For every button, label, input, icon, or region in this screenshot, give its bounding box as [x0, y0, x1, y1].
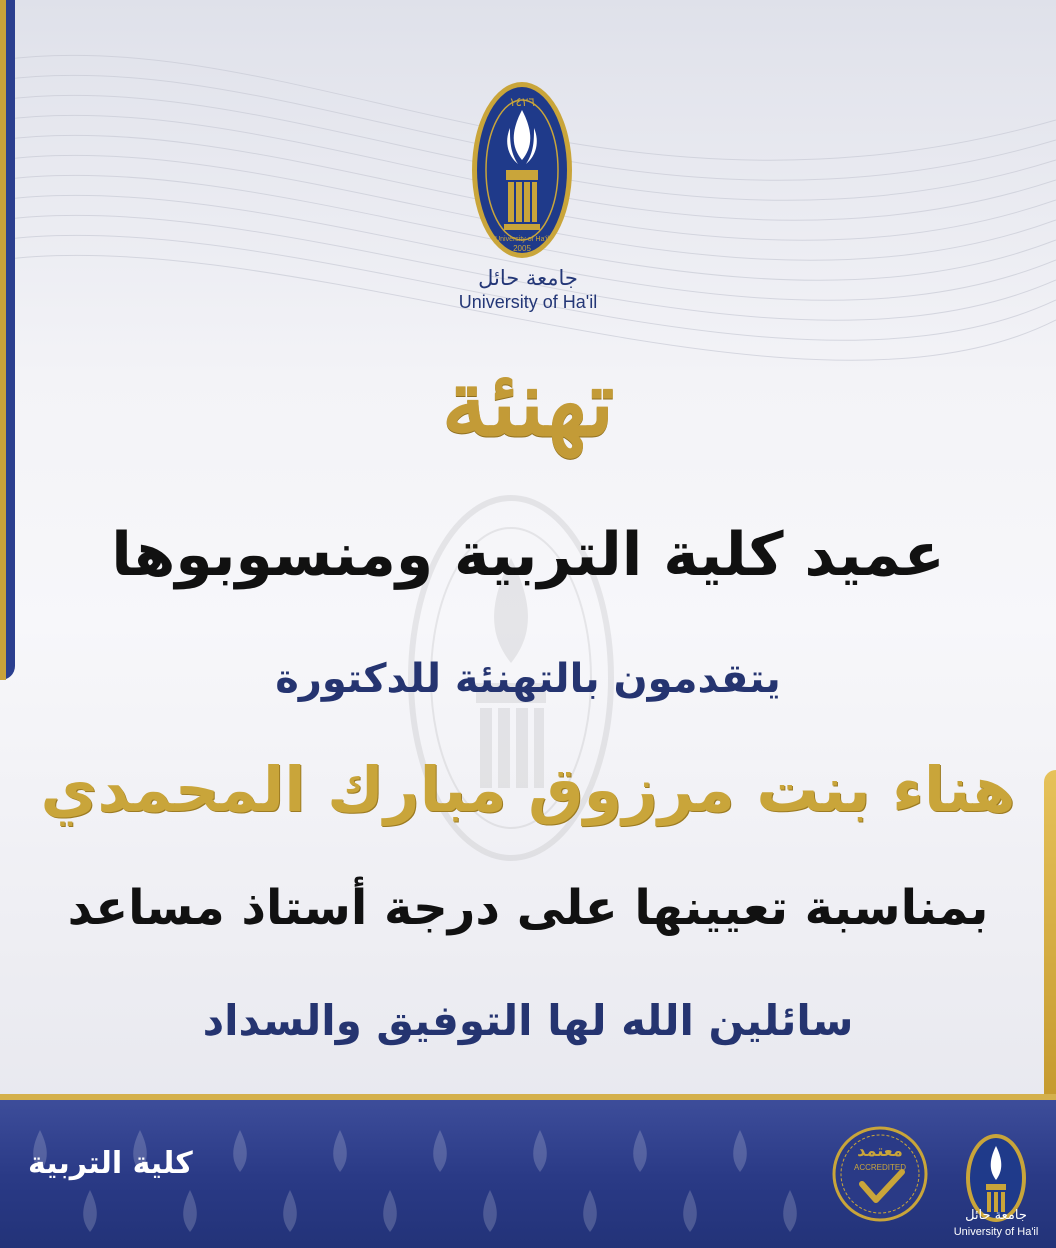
- footer-university-arabic: جامعة حائل: [965, 1208, 1027, 1223]
- accreditation-badge-icon: [830, 1110, 930, 1248]
- university-logo-icon: [470, 78, 574, 268]
- wishes-line: سائلين الله لها التوفيق والسداد: [202, 996, 854, 1045]
- congratulate-doctor-line: يتقدمون بالتهنئة للدكتورة: [275, 656, 781, 702]
- left-accent-bar: [0, 0, 15, 680]
- university-name-arabic: جامعة حائل: [478, 266, 578, 290]
- congratulations-calligraphy: تهنئة: [441, 349, 615, 457]
- honoree-name: هناء بنت مرزوق مبارك المحمدي: [40, 753, 1016, 826]
- logo-ring-text: University of Ha'il: [495, 236, 549, 243]
- right-gold-accent: [1044, 770, 1056, 1100]
- logo-hijri-year: ١٤٢٦: [509, 95, 535, 109]
- accredited-arabic: معتمد: [857, 1141, 903, 1160]
- university-name-english: University of Ha'il: [458, 292, 598, 312]
- accredited-english: ACCREDITED: [853, 1163, 907, 1172]
- footer-bar: [0, 1094, 1056, 1248]
- logo-year: 2005: [513, 244, 531, 253]
- footer-university-english: University of Ha'il: [953, 1226, 1039, 1238]
- dean-greeting-line: عميد كلية التربية ومنسوبوها: [111, 520, 945, 590]
- college-name: كلية التربية: [28, 1146, 193, 1181]
- occasion-line: بمناسبة تعيينها على درجة أستاذ مساعد: [67, 880, 989, 936]
